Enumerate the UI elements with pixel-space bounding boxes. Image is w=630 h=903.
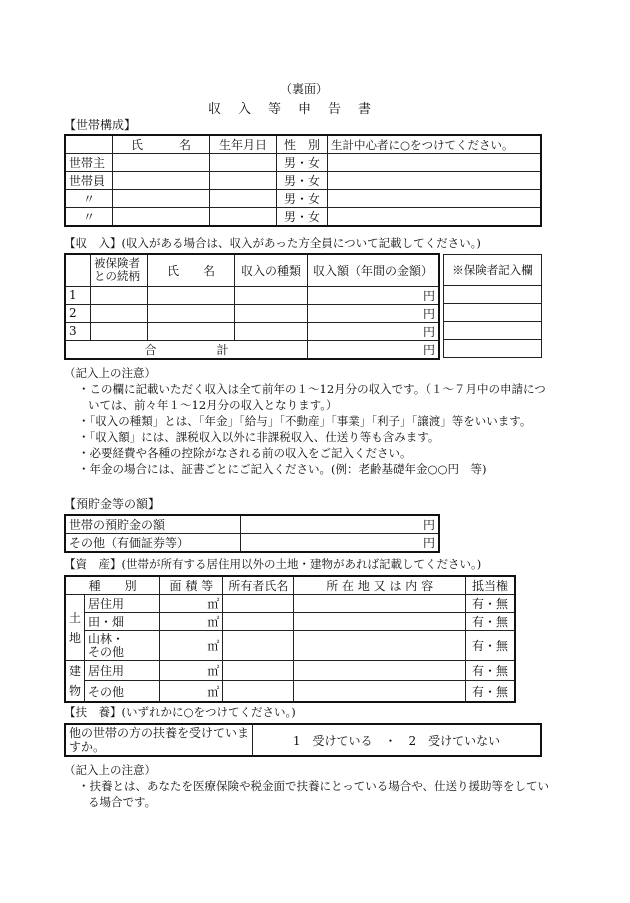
col-income-type: 収入の種類	[235, 254, 308, 286]
mortgage-field[interactable]: 有・無	[466, 631, 516, 661]
location-field[interactable]	[294, 631, 466, 661]
owner-field[interactable]	[223, 681, 294, 702]
asset-subtype: その他	[85, 681, 160, 702]
table-row	[65, 322, 439, 340]
col-main-earner: 生計中心者に○をつけてください。	[328, 135, 542, 154]
insurer-field	[444, 340, 542, 358]
gender-field[interactable]: 男・女	[277, 154, 328, 172]
asset-subtype: 山林・ その他	[85, 631, 160, 661]
note-item: ・「収入額」には、課税収入以外に非課税収入、仕送り等も含みます。	[78, 430, 440, 444]
amount-field[interactable]: 円	[308, 286, 440, 304]
col-mortgage: 抵当権	[466, 576, 516, 595]
main-earner-field[interactable]	[328, 172, 542, 190]
note-item: ・この欄に記載いただく収入は全て前年の１～12月分の収入です。（１～７月中の申請については、前々年１～12月分の収入となります。）	[78, 382, 546, 412]
support-heading: 【扶 養】(いずれかに○をつけてください。)	[64, 705, 296, 719]
land-label: 土 地	[65, 595, 85, 661]
name-field[interactable]	[113, 190, 210, 208]
gender-field[interactable]: 男・女	[277, 172, 328, 190]
col-type: 種 別	[65, 576, 160, 595]
relation-field[interactable]	[91, 286, 148, 304]
income-table	[64, 253, 440, 360]
col-relation: 被保険者 との続柄	[91, 254, 148, 286]
insurer-field	[444, 304, 542, 322]
table-row	[65, 595, 515, 613]
table-row	[65, 576, 515, 595]
type-field[interactable]	[235, 322, 308, 340]
asset-subtype: 田・畑	[85, 613, 160, 631]
owner-field[interactable]	[223, 631, 294, 661]
insurer-field	[444, 286, 542, 304]
role-cell: 世帯員	[65, 172, 113, 190]
mortgage-field[interactable]: 有・無	[466, 613, 516, 631]
col-owner: 所有者氏名	[223, 576, 294, 595]
mortgage-field[interactable]: 有・無	[466, 595, 516, 613]
col-name: 氏 名	[113, 135, 210, 154]
gender-field[interactable]: 男・女	[277, 190, 328, 208]
owner-field[interactable]	[223, 595, 294, 613]
main-earner-field[interactable]	[328, 154, 542, 172]
page-title: 収 入 等 申 告 書	[208, 102, 374, 117]
role-cell: 〃	[65, 208, 113, 227]
household-table	[64, 134, 542, 227]
household-heading: 【世帯構成】	[64, 118, 137, 132]
other-assets-label: その他（有価証券等）	[65, 534, 241, 553]
table-row	[65, 340, 439, 359]
support-question: 他の世帯の方の扶養を受けていますか。	[65, 724, 253, 756]
assets-heading: 【資 産】(世帯が所有する居住用以外の土地・建物があれば記載してください。)	[64, 557, 482, 571]
relation-field[interactable]	[91, 304, 148, 322]
other-assets-amount-field[interactable]: 円	[241, 534, 440, 553]
table-row	[65, 190, 541, 208]
notes-heading: （記入上の注意）	[64, 763, 156, 777]
table-row	[65, 208, 541, 227]
income-heading: 【収 入】(収入がある場合は、収入があった方全員について記載してください。)	[64, 236, 481, 250]
name-field[interactable]	[148, 322, 235, 340]
area-field[interactable]: ㎡	[160, 631, 223, 661]
table-row	[65, 681, 515, 702]
table-row	[65, 534, 439, 553]
col-no	[65, 254, 91, 286]
main-earner-field[interactable]	[328, 190, 542, 208]
note-item: ・扶養とは、あなたを医療保険や税金面で扶養にとっている場合や、仕送り援助等をしている場合です。	[78, 779, 550, 809]
table-row	[65, 154, 541, 172]
main-earner-field[interactable]	[328, 208, 542, 227]
insurer-table	[443, 254, 542, 358]
location-field[interactable]	[294, 613, 466, 631]
col-blank	[65, 135, 113, 154]
owner-field[interactable]	[223, 613, 294, 631]
name-field[interactable]	[148, 286, 235, 304]
area-field[interactable]: ㎡	[160, 613, 223, 631]
support-table	[64, 723, 542, 757]
row-number: 2	[65, 304, 91, 322]
amount-field[interactable]: 円	[308, 304, 440, 322]
name-field[interactable]	[113, 154, 210, 172]
table-row	[65, 135, 541, 154]
support-notes	[64, 762, 554, 810]
name-field[interactable]	[148, 304, 235, 322]
note-item: ・年金の場合には、証書ごとにご記入ください。(例：老齢基礎年金○○円 等)	[78, 462, 487, 476]
notes-heading: （記入上の注意）	[64, 366, 156, 380]
table-row	[65, 724, 541, 756]
insurer-column-label: ※保険者記入欄	[444, 255, 542, 286]
owner-field[interactable]	[223, 661, 294, 681]
assets-table	[64, 575, 516, 703]
birth-field[interactable]	[210, 172, 277, 190]
savings-table	[64, 514, 440, 553]
insurer-field	[444, 322, 542, 340]
col-gender: 性 別	[277, 135, 328, 154]
savings-heading: 【預貯金等の額】	[64, 497, 161, 511]
mortgage-field[interactable]: 有・無	[466, 661, 516, 681]
building-label: 建 物	[65, 661, 85, 703]
location-field[interactable]	[294, 661, 466, 681]
table-row	[65, 515, 439, 534]
mortgage-field[interactable]: 有・無	[466, 681, 516, 702]
table-row	[65, 661, 515, 681]
row-number: 3	[65, 322, 91, 340]
col-name: 氏 名	[148, 254, 235, 286]
area-field[interactable]: ㎡	[160, 661, 223, 681]
income-notes	[64, 365, 554, 477]
col-area: 面 積 等	[160, 576, 223, 595]
asset-subtype: 居住用	[85, 661, 160, 681]
location-field[interactable]	[294, 681, 466, 702]
amount-field[interactable]: 円	[308, 322, 440, 340]
col-location: 所 在 地 又 は 内 容	[294, 576, 466, 595]
gender-field[interactable]: 男・女	[277, 208, 328, 227]
note-item: ・必要経費や各種の控除がなされる前の収入をご記入ください。	[78, 446, 412, 460]
col-income-amount: 収入額（年間の金額）	[308, 254, 440, 286]
area-field[interactable]: ㎡	[160, 595, 223, 613]
name-field[interactable]	[113, 208, 210, 227]
birth-field[interactable]	[210, 190, 277, 208]
birth-field[interactable]	[210, 154, 277, 172]
support-answer-field[interactable]: 1 受けている ・ 2 受けていない	[253, 724, 542, 756]
role-cell: 〃	[65, 190, 113, 208]
table-row	[65, 172, 541, 190]
type-field[interactable]	[235, 304, 308, 322]
table-row	[65, 304, 439, 322]
row-number: 1	[65, 286, 91, 304]
table-row	[65, 286, 439, 304]
name-field[interactable]	[113, 172, 210, 190]
table-row	[65, 254, 439, 286]
birth-field[interactable]	[210, 208, 277, 227]
asset-subtype: 居住用	[85, 595, 160, 613]
type-field[interactable]	[235, 286, 308, 304]
role-cell: 世帯主	[65, 154, 113, 172]
total-amount-field[interactable]: 円	[308, 340, 440, 359]
savings-amount-field[interactable]: 円	[241, 515, 440, 534]
relation-field[interactable]	[91, 322, 148, 340]
page-subtitle: （裏面）	[280, 82, 329, 96]
total-label: 合 計	[65, 340, 308, 359]
area-field[interactable]: ㎡	[160, 681, 223, 702]
note-item: ・「収入の種類」とは、「年金」「給与」「不動産」「事業」「利子」「譲渡」等をいいます。	[78, 414, 532, 428]
table-row	[65, 613, 515, 631]
col-birth: 生年月日	[210, 135, 277, 154]
location-field[interactable]	[294, 595, 466, 613]
table-row	[65, 631, 515, 661]
savings-label: 世帯の預貯金の額	[65, 515, 241, 534]
